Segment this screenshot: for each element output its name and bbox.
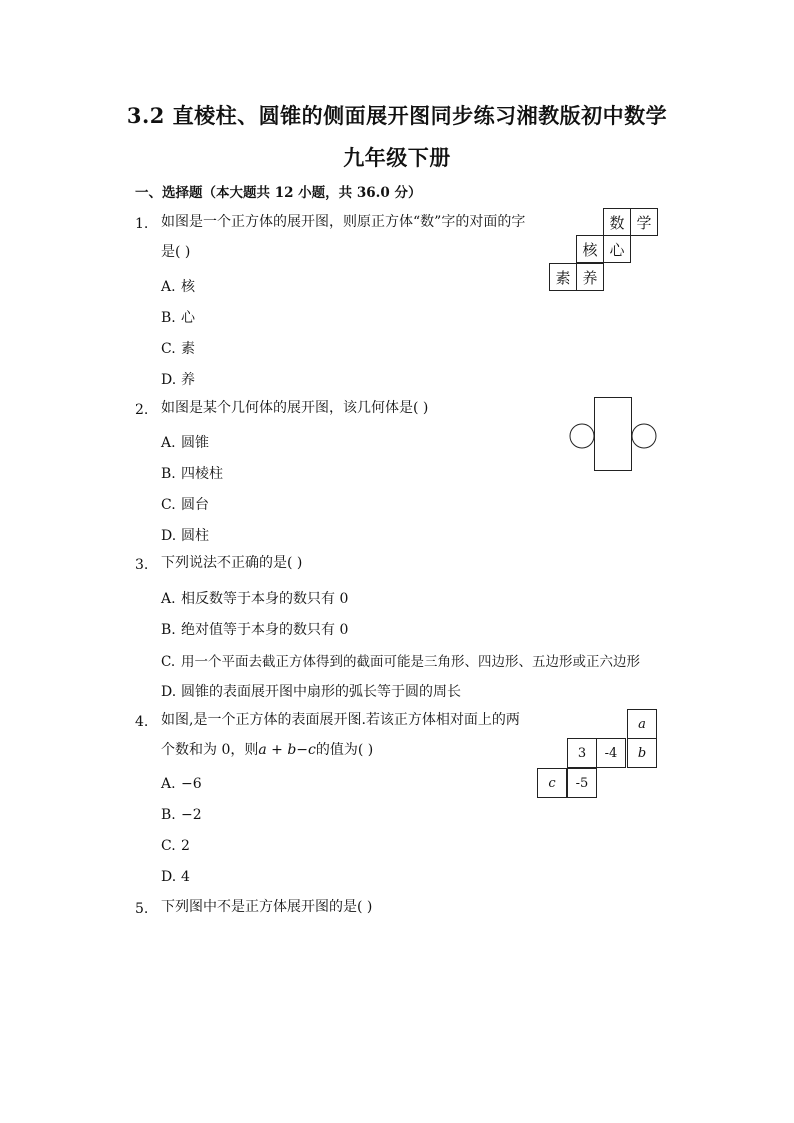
option-b[interactable] [161, 463, 223, 483]
option-text: 绝对值等于本身的数只有 0 [181, 622, 349, 638]
option-text: 心 [181, 310, 195, 326]
option-d[interactable] [161, 525, 209, 545]
option-text: 四棱柱 [181, 466, 223, 482]
question-text [161, 705, 520, 765]
math-expression: a + b−c [258, 742, 316, 758]
option-a[interactable] [161, 432, 209, 452]
option-text: 用一个平面去截正方体得到的截面可能是三角形、四边形、五边形或正六边形 [181, 654, 640, 670]
text-fragment: 个数和为 0，则 [161, 742, 259, 758]
net-cell: a [627, 709, 657, 739]
text-fragment: 的值为( ) [315, 742, 374, 758]
option-label: B. [161, 310, 176, 326]
page-title-line1: 3.2 直棱柱、圆锥的侧面展开图同步练习湘教版初中数学 [126, 103, 668, 128]
option-label: B. [161, 466, 176, 482]
section-header: 一、选择题（本大题共 12 小题，共 36.0 分） [135, 185, 422, 201]
option-label: A. [161, 435, 176, 451]
question-text-line: 是( ) [161, 244, 191, 260]
option-text: 素 [181, 341, 195, 357]
option-c[interactable] [161, 650, 640, 670]
option-text: 养 [181, 372, 195, 388]
net-cell: 核 [576, 235, 604, 263]
option-label: C. [161, 838, 176, 854]
option-d[interactable] [161, 369, 195, 389]
option-b[interactable] [161, 307, 195, 327]
option-a[interactable] [161, 776, 202, 792]
net-cell: -4 [596, 738, 626, 768]
page-title-line2: 九年级下册 [343, 145, 451, 170]
option-a[interactable] [161, 588, 348, 608]
net-cell: 素 [549, 263, 577, 291]
option-label: D. [161, 528, 177, 544]
net-cell: 数 [603, 208, 631, 236]
net-cell: -5 [567, 768, 597, 798]
question-number: 3. [135, 557, 149, 573]
option-label: B. [161, 807, 176, 823]
question-number: 4. [135, 714, 149, 730]
option-text: −6 [181, 776, 202, 792]
question-number: 2. [135, 402, 149, 418]
net-cell: c [537, 768, 567, 798]
net-cell: b [627, 738, 657, 768]
question-number: 5. [135, 901, 149, 917]
option-a[interactable] [161, 276, 195, 296]
option-label: D. [161, 869, 177, 885]
question-text: 下列说法不正确的是( ) [161, 555, 303, 571]
option-label: A. [161, 776, 176, 792]
question-text: 如图是某个几何体的展开图，该几何体是( ) [161, 400, 429, 416]
option-b[interactable] [161, 619, 348, 639]
net-cell: 学 [630, 208, 658, 236]
net-cell: 3 [567, 738, 597, 768]
option-label: C. [161, 341, 176, 357]
option-label: C. [161, 497, 176, 513]
option-text: 圆柱 [181, 528, 209, 544]
option-text: 圆锥的表面展开图中扇形的弧长等于圆的周长 [181, 684, 461, 700]
question-number: 1. [135, 216, 149, 232]
option-text: 2 [181, 838, 190, 854]
option-b[interactable] [161, 807, 202, 823]
option-label: D. [161, 684, 177, 700]
option-label: B. [161, 622, 176, 638]
question-text-line: 如图是一个正方体的展开图，则原正方体“数”字的对面的字 [161, 214, 526, 230]
option-text: 圆锥 [181, 435, 209, 451]
net-cell: 养 [576, 263, 604, 291]
option-text: 4 [181, 869, 190, 885]
option-label: A. [161, 591, 176, 607]
option-label: C. [161, 654, 176, 670]
option-c[interactable] [161, 338, 195, 358]
cylinder-net-figure [565, 393, 661, 475]
option-text: 圆台 [181, 497, 209, 513]
option-c[interactable] [161, 494, 209, 514]
option-label: A. [161, 279, 176, 295]
option-d[interactable] [161, 869, 190, 885]
question-text: 下列图中不是正方体展开图的是( ) [161, 899, 373, 915]
question-text-line: 如图,是一个正方体的表面展开图.若该正方体相对面上的两 [161, 712, 520, 728]
net-cell: 心 [603, 235, 631, 263]
question-text [161, 207, 525, 267]
option-text: 核 [181, 279, 195, 295]
option-label: D. [161, 372, 177, 388]
question-text-line [161, 735, 520, 765]
option-d[interactable] [161, 681, 461, 701]
option-text: 相反数等于本身的数只有 0 [181, 591, 349, 607]
option-c[interactable] [161, 838, 190, 854]
option-text: −2 [181, 807, 202, 823]
